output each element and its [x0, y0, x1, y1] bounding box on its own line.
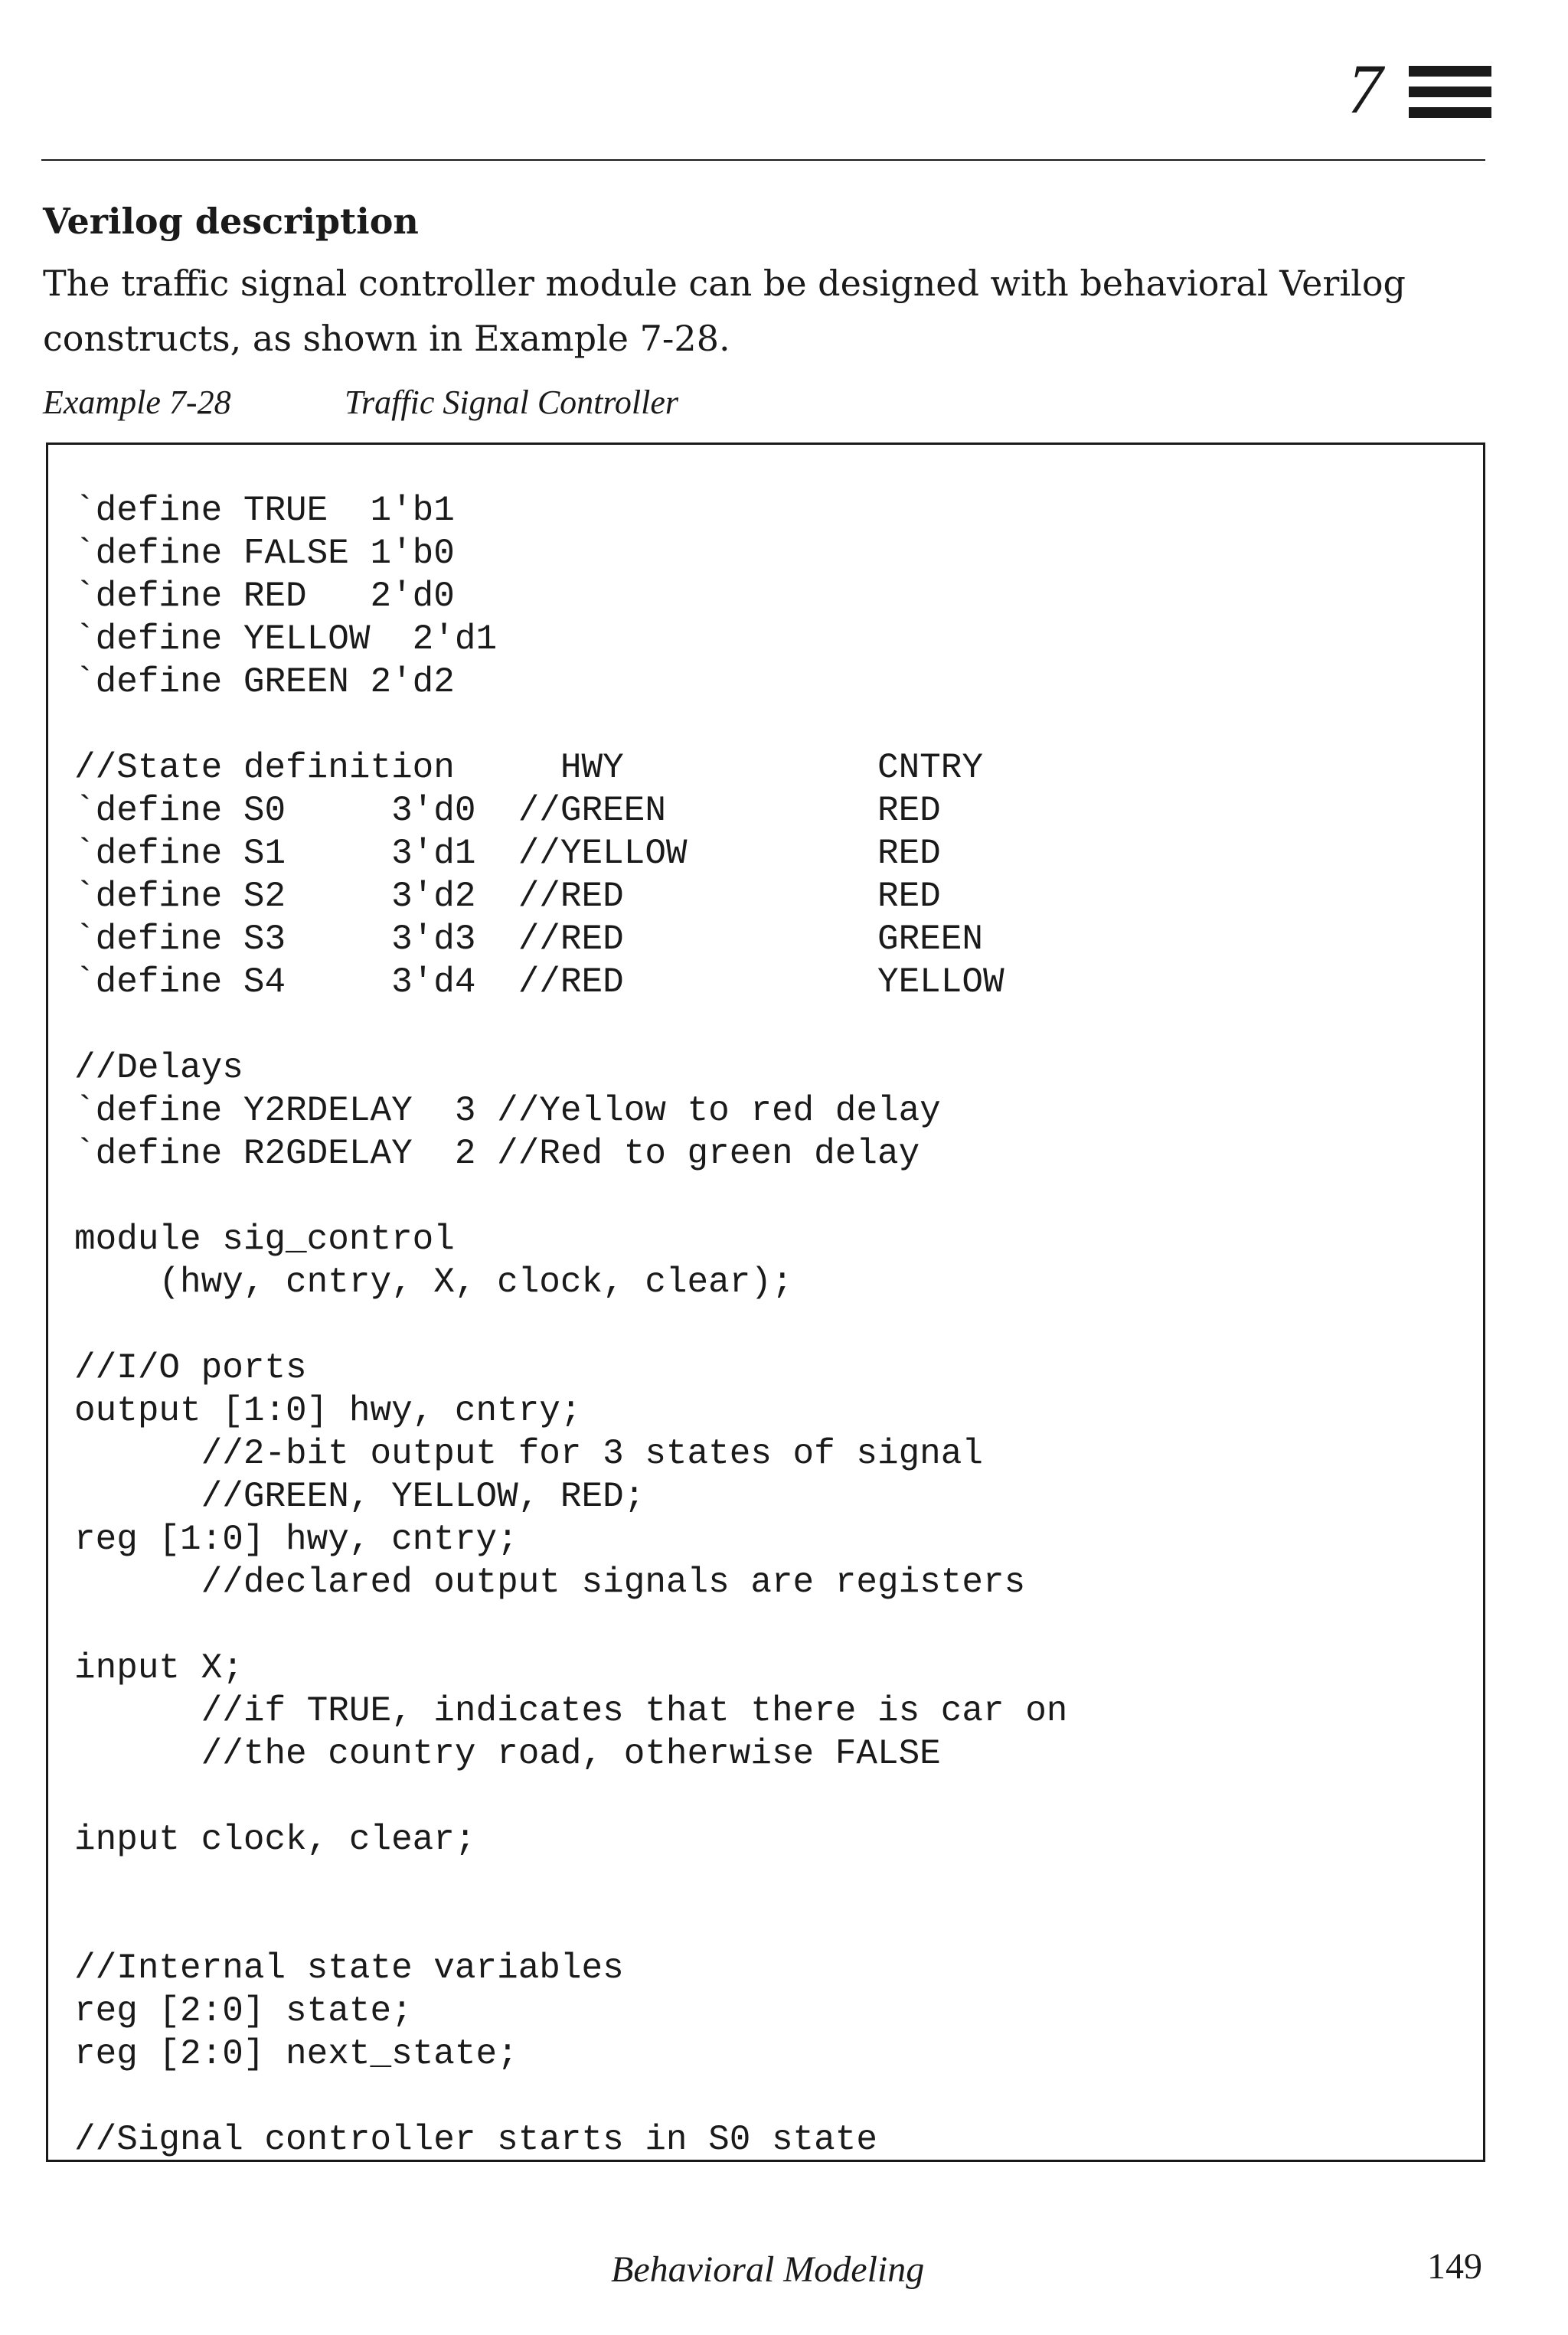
code-line: //State definition HWY CNTRY [74, 748, 983, 788]
code-line: (hwy, cntry, X, clock, clear); [74, 1262, 793, 1302]
code-line: module sig_control [74, 1220, 455, 1259]
code-line: //the country road, otherwise FALSE [74, 1734, 941, 1774]
code-line: `define YELLOW 2'd1 [74, 619, 498, 659]
chapter-bar [1409, 66, 1491, 77]
code-line: input X; [74, 1648, 243, 1688]
chapter-bar [1409, 107, 1491, 118]
code-line: `define TRUE 1'b1 [74, 491, 455, 531]
code-line: `define RED 2'd0 [74, 576, 455, 616]
code-line: input clock, clear; [74, 1820, 476, 1860]
code-listing-box [46, 443, 1485, 2162]
code-line: //Internal state variables [74, 1948, 624, 1988]
code-line: `define S4 3'd4 //RED YELLOW [74, 962, 1004, 1002]
code-line: `define S1 3'd1 //YELLOW RED [74, 834, 941, 874]
code-line: //I/O ports [74, 1348, 307, 1388]
code-line: `define S0 3'd0 //GREEN RED [74, 791, 941, 831]
code-line: //GREEN, YELLOW, RED; [74, 1477, 645, 1517]
code-line: output [1:0] hwy, cntry; [74, 1391, 582, 1431]
code-line: `define FALSE 1'b0 [74, 534, 455, 573]
code-line: reg [1:0] hwy, cntry; [74, 1520, 518, 1559]
header-rule [41, 159, 1485, 161]
code-line: reg [2:0] state; [74, 1991, 413, 2031]
code-line: `define Y2RDELAY 3 //Yellow to red delay [74, 1091, 941, 1131]
code-line: `define R2GDELAY 2 //Red to green delay [74, 1134, 920, 1174]
section-heading: Verilog description [43, 201, 419, 242]
code-line: `define GREEN 2'd2 [74, 662, 455, 702]
code-line: reg [2:0] next_state; [74, 2034, 518, 2074]
chapter-tab-bars [1409, 66, 1491, 128]
code-line: //2-bit output for 3 states of signal [74, 1434, 983, 1474]
example-title: Traffic Signal Controller [345, 384, 678, 421]
code-line: `define S3 3'd3 //RED GREEN [74, 919, 983, 959]
code-line: `define S2 3'd2 //RED RED [74, 877, 941, 916]
chapter-bar [1409, 87, 1491, 97]
chapter-number: 7 [1348, 50, 1383, 128]
code-line: //if TRUE, indicates that there is car on [74, 1691, 1068, 1731]
intro-paragraph: The traffic signal controller module can be designed with behavioral Verilog constructs, as shown in Example 7-28. [43, 263, 1406, 359]
footer-title: Behavioral Modeling [611, 2249, 925, 2290]
page-number: 149 [1427, 2246, 1482, 2287]
code-listing [74, 489, 1067, 2161]
code-line: //Signal controller starts in S0 state [74, 2120, 877, 2160]
code-line: //declared output signals are registers [74, 1563, 1026, 1602]
example-label: Example 7-28 [43, 384, 231, 421]
example-caption [43, 383, 678, 423]
code-line: //Delays [74, 1048, 243, 1088]
